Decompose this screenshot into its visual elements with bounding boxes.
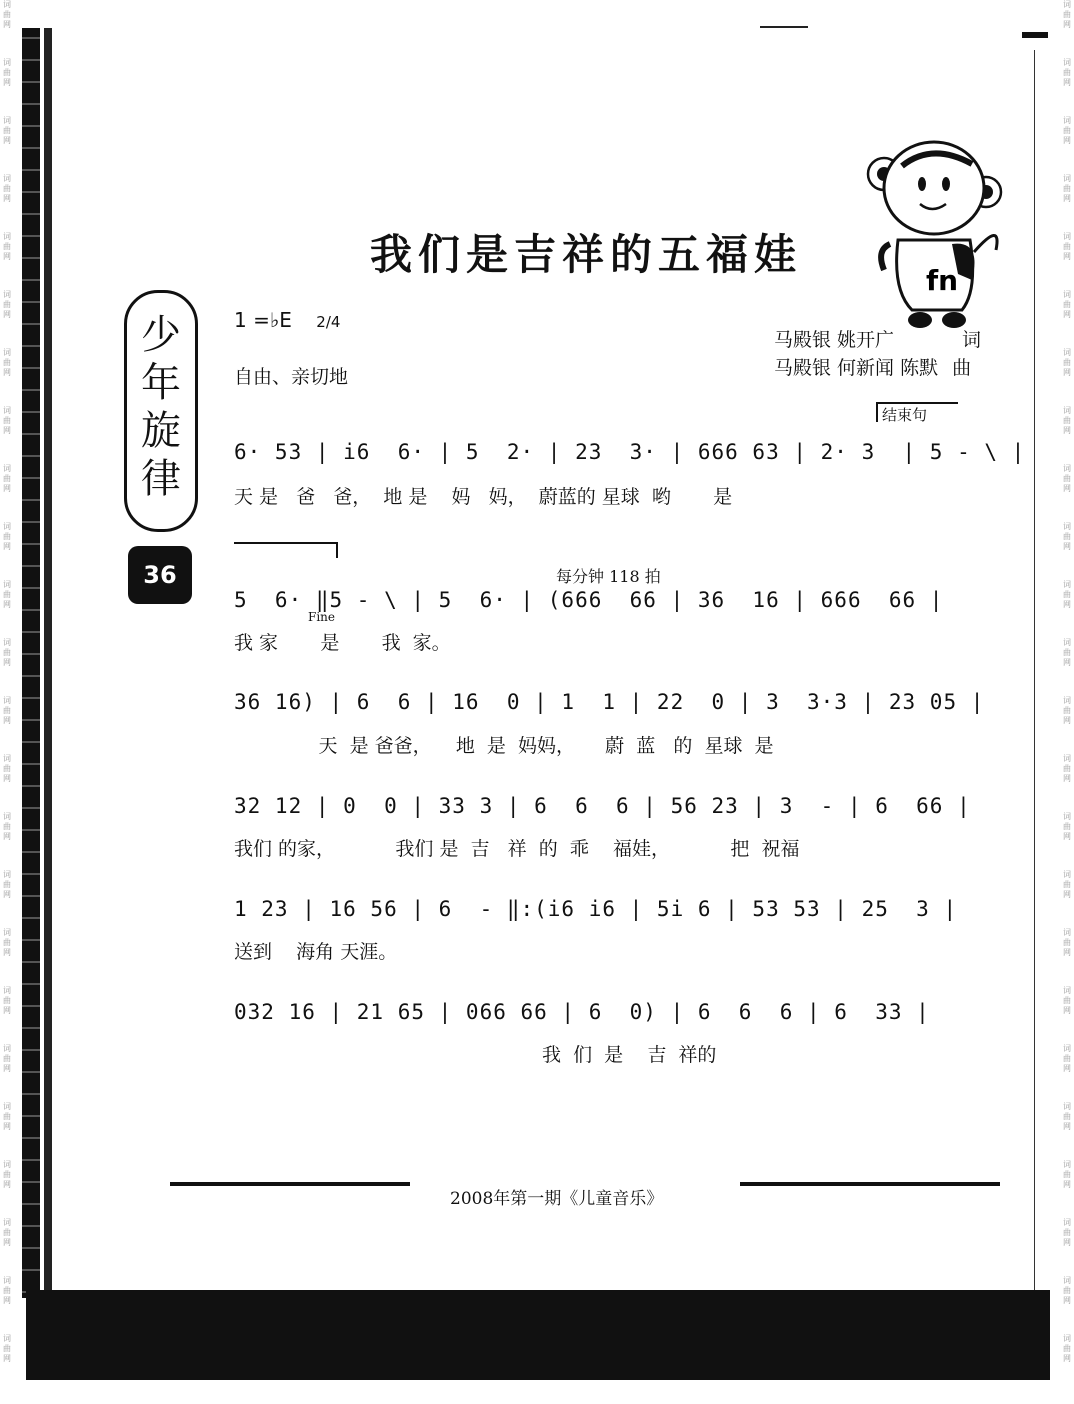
- monkey-mascot-illustration: [862, 140, 1012, 340]
- watermark-stamp: 词 曲 网: [1063, 174, 1071, 203]
- watermark-stamp: 词 曲 网: [1063, 928, 1071, 957]
- watermark-stamp: 词 曲 网: [3, 1218, 11, 1247]
- watermark-stamp: 词 曲 网: [3, 0, 11, 29]
- footer-publication: 2008年第一期《儿童音乐》: [450, 1189, 664, 1209]
- watermark-stamp: 词 曲 网: [3, 1102, 11, 1131]
- watermark-stamp: 词 曲 网: [3, 1334, 11, 1363]
- watermark-stamp: 词 曲 网: [3, 986, 11, 1015]
- footer-rule-left: [170, 1182, 410, 1186]
- watermark-stamp: 词 曲 网: [1063, 522, 1071, 551]
- corner-mark: [1022, 32, 1048, 38]
- lyricists: 马殿银 姚开广: [774, 329, 895, 351]
- watermark-stamp: 词 曲 网: [3, 1160, 11, 1189]
- score-line-6-lyrics: 我 们 是 吉 祥的: [234, 1044, 717, 1066]
- section-label: 少年旋律: [141, 312, 181, 502]
- watermark-stamp: 词 曲 网: [3, 348, 11, 377]
- score-line-5-notes: 1 23 | 16 56 | 6 - ‖:(i6 i6 | 5i 6 | 53 53 | 25 3 |: [234, 897, 958, 921]
- watermark-stamp: 词 曲 网: [1063, 1102, 1071, 1131]
- watermark-stamp: 词 曲 网: [1063, 580, 1071, 609]
- score-line-5-lyrics: 送到 海角 天涯。: [234, 941, 398, 963]
- watermark-stamp: 词 曲 网: [3, 464, 11, 493]
- watermark-stamp: 词 曲 网: [1063, 348, 1071, 377]
- time-signature: 2/4: [316, 313, 341, 331]
- watermark-stamp: 词 曲 网: [1063, 638, 1071, 667]
- svg-text:fn: fn: [926, 264, 959, 297]
- watermark-stamp: 词 曲 网: [1063, 1334, 1071, 1363]
- watermark-stamp: 词 曲 网: [3, 580, 11, 609]
- section-tab: [124, 290, 198, 532]
- song-title: 我们是吉祥的五福娃: [370, 230, 803, 279]
- composers: 马殿银 何新闻 陈默: [774, 357, 939, 379]
- watermark-stamp: 词 曲 网: [3, 290, 11, 319]
- watermark-stamp: 词 曲 网: [1063, 1276, 1071, 1305]
- watermark-stamp: 词 曲 网: [1063, 0, 1071, 29]
- watermark-stamp: 词 曲 网: [3, 58, 11, 87]
- right-watermark-strip: [1060, 0, 1074, 1404]
- watermark-stamp: 词 曲 网: [3, 696, 11, 725]
- watermark-stamp: 词 曲 网: [1063, 116, 1071, 145]
- score-line-2-lyrics: 我 家 是 我 家。: [234, 632, 451, 654]
- watermark-stamp: 词 曲 网: [3, 116, 11, 145]
- watermark-stamp: 词 曲 网: [3, 1044, 11, 1073]
- fine-marking: Fine: [308, 610, 335, 624]
- composer-row: [774, 354, 981, 382]
- watermark-stamp: 词 曲 网: [1063, 58, 1071, 87]
- right-page-edge: [1034, 50, 1035, 1290]
- page-number: 36: [128, 546, 192, 604]
- credits: [774, 326, 981, 382]
- left-watermark-strip: [0, 0, 14, 1404]
- score-line-4-lyrics: 我们 的家， 我们 是 吉 祥 的 乖 福娃， 把 祝福: [234, 838, 800, 860]
- watermark-stamp: 词 曲 网: [1063, 464, 1071, 493]
- key-signature: 1 =♭E: [234, 308, 292, 332]
- watermark-stamp: 词 曲 网: [3, 812, 11, 841]
- music-role: 曲: [952, 357, 972, 379]
- metronome-marking: 每分钟 118 拍: [556, 567, 661, 586]
- watermark-stamp: 词 曲 网: [1063, 290, 1071, 319]
- watermark-stamp: 词 曲 网: [1063, 986, 1071, 1015]
- watermark-stamp: 词 曲 网: [3, 406, 11, 435]
- watermark-stamp: 词 曲 网: [1063, 696, 1071, 725]
- watermark-stamp: 词 曲 网: [3, 522, 11, 551]
- watermark-stamp: 词 曲 网: [3, 754, 11, 783]
- watermark-stamp: 词 曲 网: [3, 638, 11, 667]
- score-line-4-notes: 32 12 | 0 0 | 33 3 | 6 6 6 | 56 23 | 3 - | 6 66 |: [234, 794, 971, 818]
- watermark-stamp: 词 曲 网: [1063, 1044, 1071, 1073]
- watermark-stamp: 词 曲 网: [3, 870, 11, 899]
- first-ending-bracket: [234, 542, 338, 558]
- watermark-stamp: 词 曲 网: [1063, 812, 1071, 841]
- scan-edge-shadow: [22, 28, 40, 1298]
- watermark-stamp: 词 曲 网: [3, 232, 11, 261]
- watermark-stamp: 词 曲 网: [3, 174, 11, 203]
- watermark-stamp: 词 曲 网: [3, 1276, 11, 1305]
- lyrics-role: 词: [962, 329, 982, 351]
- watermark-stamp: 词 曲 网: [1063, 870, 1071, 899]
- watermark-stamp: 词 曲 网: [1063, 1160, 1071, 1189]
- ending-phrase-label: 结束句: [882, 406, 928, 424]
- lyricist-row: [774, 326, 981, 354]
- score-line-6-notes: 032 16 | 21 65 | 066 66 | 6 0) | 6 6 6 | 6 33 |: [234, 1000, 930, 1024]
- watermark-stamp: 词 曲 网: [1063, 406, 1071, 435]
- tempo-marking: 自由、亲切地: [234, 366, 349, 388]
- watermark-stamp: 词 曲 网: [1063, 232, 1071, 261]
- watermark-stamp: 词 曲 网: [3, 928, 11, 957]
- scan-bottom-band: [26, 1290, 1050, 1380]
- score-line-2-notes: 5 6· ‖5 - \ | 5 6· | (666 66 | 36 16 | 666 66 |: [234, 588, 944, 612]
- score-line-1-notes: 6· 53 | i6 6· | 5 2· | 23 3· | 666 63 | 2· 3 | 5 - \ |: [234, 440, 1026, 464]
- key-signature-row: [234, 308, 340, 332]
- watermark-stamp: 词 曲 网: [1063, 1218, 1071, 1247]
- scan-edge-shadow-inner: [44, 28, 52, 1298]
- footer-rule-right: [740, 1182, 1000, 1186]
- top-rule: [760, 26, 808, 28]
- score-line-3-lyrics: 天 是 爸爸， 地 是 妈妈， 蔚 蓝 的 星球 是: [234, 735, 774, 757]
- score-line-1-lyrics: 天 是 爸 爸， 地 是 妈 妈， 蔚蓝的 星球 哟 是: [234, 486, 733, 508]
- score-line-3-notes: 36 16) | 6 6 | 16 0 | 1 1 | 22 0 | 3 3·3 | 23 05 |: [234, 690, 985, 714]
- watermark-stamp: 词 曲 网: [1063, 754, 1071, 783]
